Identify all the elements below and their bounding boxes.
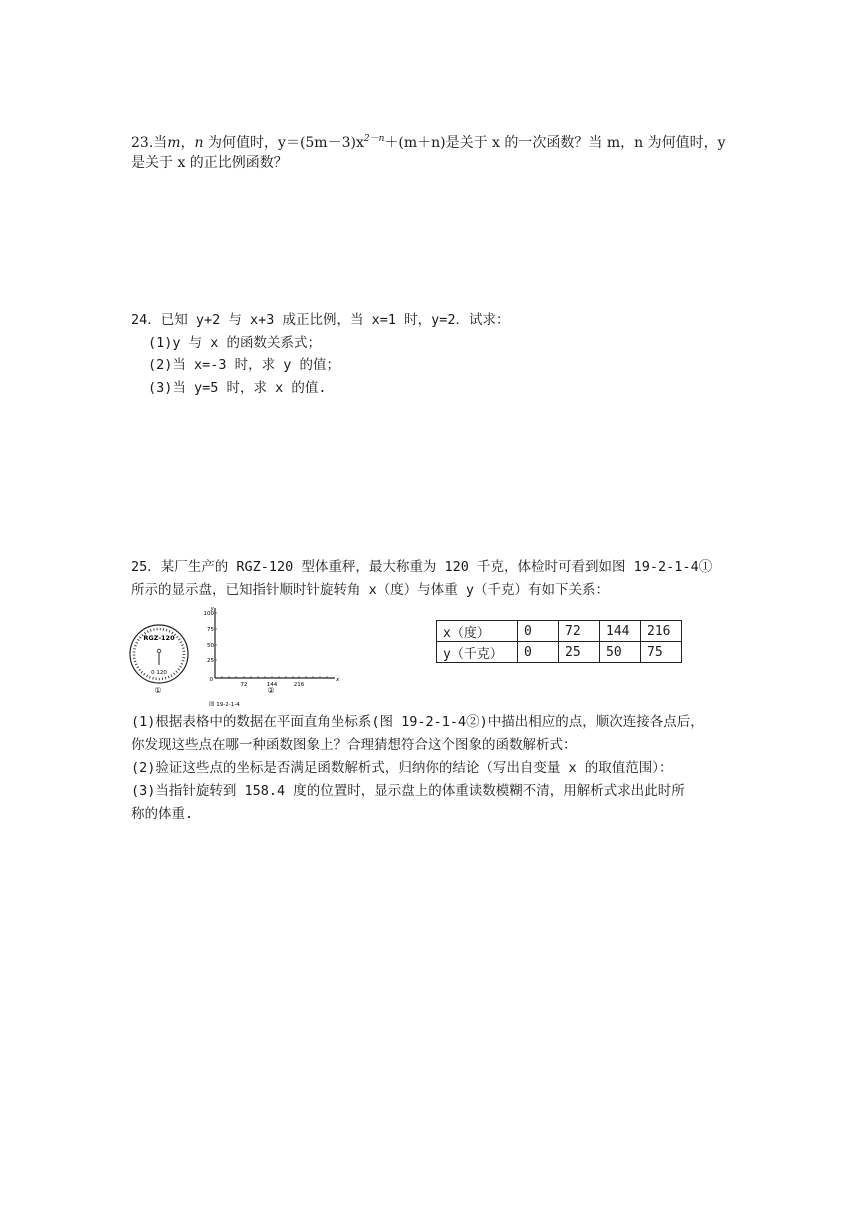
q24-part-3: (3)当 y=5 时，求 x 的值. [148, 380, 327, 396]
figure-19-2-1-4 [127, 605, 347, 710]
q23-text: 是关于 x 的一次函数？当 m，n 为何值时，y [445, 135, 726, 151]
q23-text: 23.当 [131, 135, 168, 151]
figure-label-1: ① [154, 686, 162, 695]
q23-var-n: n [194, 135, 204, 151]
y-tick-label: 75 [207, 627, 214, 633]
dial-label: RGZ-120 [143, 634, 175, 642]
q23-line-2: 是关于 x 的正比例函数？ [131, 155, 288, 171]
q23-text: ， [180, 135, 195, 151]
table-header-y: y（千克） [437, 642, 518, 663]
q24-part-1: (1)y 与 x 的函数关系式； [148, 335, 322, 351]
y-tick-label: 50 [207, 643, 214, 649]
table-cell: 216 [641, 621, 682, 642]
table-cell: 72 [559, 621, 600, 642]
figure-label-2: ② [267, 686, 275, 695]
q23-formula: y＝(5m－3)x [278, 135, 364, 151]
table-cell: 0 [518, 621, 559, 642]
table-cell: 0 [518, 642, 559, 663]
q25-part-3-line-2: 称的体重. [131, 806, 194, 822]
y-tick-label: 25 [207, 658, 214, 664]
table-row [437, 642, 682, 663]
table-header-x: x（度） [437, 621, 518, 642]
empty-coordinate-axes [204, 606, 341, 688]
q25-part-1-line-2: 你发现这些点在哪一种函数图象上？合理猜想符合这个图象的函数解析式： [131, 737, 577, 753]
q25-part-1-line-1: (1)根据表格中的数据在平面直角坐标系(图 19-2-1-4②)中描出相应的点，顺次连接各点后， [131, 714, 704, 730]
q25-line-2: 所示的显示盘，已知指针顺时针旋转角 x（度）与体重 y（千克）有如下关系： [131, 582, 610, 598]
q23-var-m: m [167, 135, 181, 151]
y-tick-label: 100 [203, 611, 214, 617]
table-cell: 50 [600, 642, 641, 663]
dial-reading: 0 120 [151, 670, 167, 676]
q23-line-1 [131, 128, 726, 154]
q25-part-3-line-1: (3)当指针旋转到 158.4 度的位置时，显示盘上的体重读数模糊不清，用解析式求出此时所 [131, 783, 685, 799]
q24-stem: 24．已知 y+2 与 x+3 成正比例，当 x=1 时，y=2．试求： [131, 312, 510, 328]
q23-formula-tail: ＋(m＋n) [384, 135, 446, 151]
table-cell: 75 [641, 642, 682, 663]
q23-exponent: 2－n [363, 134, 385, 144]
x-axis-label: x [336, 677, 340, 683]
q23-text: 为何值时， [203, 135, 279, 151]
table-cell: 144 [600, 621, 641, 642]
q25-line-1: 25．某厂生产的 RGZ-120 型体重秤，最大称重为 120 千克，体检时可看到如图 19-2-1-4① [131, 559, 713, 575]
q25-part-2: (2)验证这些点的坐标是否满足函数解析式，归纳你的结论（写出自变量 x 的取值范围）： [131, 760, 673, 776]
x-tick-label: 144 [266, 682, 278, 688]
x-tick-label: 72 [240, 682, 248, 688]
origin-label: 0 [209, 677, 213, 683]
figure-caption: 图 19-2-1-4 [209, 702, 240, 708]
y-axis-label: y [210, 606, 214, 612]
x-tick-label: 216 [293, 682, 305, 688]
q24-part-2: (2)当 x=-3 时，求 y 的值； [148, 357, 341, 373]
angle-weight-table [436, 620, 682, 663]
weighing-scale-dial [130, 625, 188, 683]
table-row [437, 621, 682, 642]
table-cell: 25 [559, 642, 600, 663]
